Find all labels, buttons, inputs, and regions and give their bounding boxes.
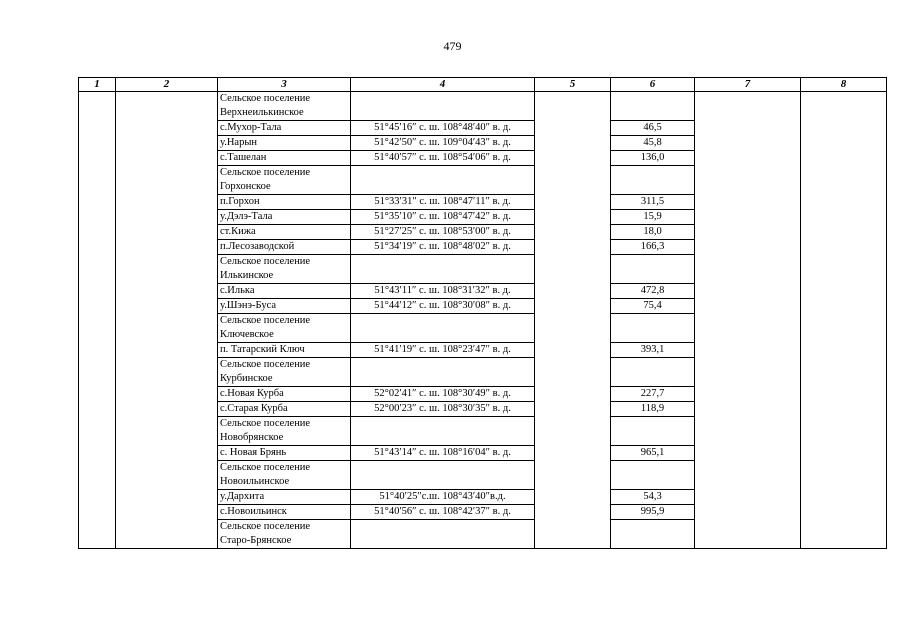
settlement-group-name: Сельское поселение — [218, 461, 351, 476]
coordinates-cell: 51°43′14″ с. ш. 108°16′04″ в. д. — [351, 446, 535, 461]
settlement-group-name: Сельское поселение — [218, 417, 351, 432]
settlement-group-name: Илькинское — [218, 269, 351, 284]
empty-cell — [351, 92, 535, 121]
value-cell: 54,3 — [611, 490, 695, 505]
settlement-group-name: Новобрянское — [218, 431, 351, 446]
settlement-name-cell: с.Мухор-Тала — [218, 121, 351, 136]
empty-cell — [611, 166, 695, 195]
column-header: 5 — [535, 78, 611, 92]
value-cell: 18,0 — [611, 225, 695, 240]
value-cell: 965,1 — [611, 446, 695, 461]
settlement-name-cell: п.Горхон — [218, 195, 351, 210]
coordinates-cell: 52°00′23″ с. ш. 108°30′35″ в. д. — [351, 402, 535, 417]
coordinates-cell: 51°34′19″ с. ш. 108°48′02″ в. д. — [351, 240, 535, 255]
coordinates-cell: 51°45′16″ с. ш. 108°48′40″ в. д. — [351, 121, 535, 136]
empty-cell — [611, 255, 695, 284]
empty-cell — [351, 255, 535, 284]
column-header-row — [79, 78, 887, 92]
empty-cell — [79, 92, 116, 549]
value-cell: 75,4 — [611, 299, 695, 314]
empty-cell — [801, 92, 887, 549]
value-cell: 472,8 — [611, 284, 695, 299]
value-cell: 118,9 — [611, 402, 695, 417]
value-cell: 166,3 — [611, 240, 695, 255]
settlement-group-name: Сельское поселение — [218, 358, 351, 373]
coordinates-cell: 51°44′12″ с. ш. 108°30′08″ в. д. — [351, 299, 535, 314]
coordinates-cell: 51°27′25″ с. ш. 108°53′00″ в. д. — [351, 225, 535, 240]
empty-cell — [611, 520, 695, 549]
column-header: 4 — [351, 78, 535, 92]
value-cell: 136,0 — [611, 151, 695, 166]
column-header: 2 — [116, 78, 218, 92]
coordinates-cell: 51°40′57″ с. ш. 108°54′06″ в. д. — [351, 151, 535, 166]
coordinates-cell: 52°02′41″ с. ш. 108°30′49″ в. д. — [351, 387, 535, 402]
settlement-group-name: Сельское поселение — [218, 166, 351, 181]
column-header: 6 — [611, 78, 695, 92]
settlement-name-cell: у.Нарын — [218, 136, 351, 151]
table-body — [79, 92, 887, 549]
settlement-group-name: Сельское поселение — [218, 255, 351, 270]
coordinates-cell: 51°35′10″ с. ш. 108°47′42″ в. д. — [351, 210, 535, 225]
settlement-group-name: Старо-Брянское — [218, 534, 351, 549]
settlement-name-cell: с.Илька — [218, 284, 351, 299]
empty-cell — [351, 520, 535, 549]
empty-cell — [695, 92, 801, 549]
settlement-name-cell: п.Лесозаводской — [218, 240, 351, 255]
coordinates-cell: 51°41′19″ с. ш. 108°23′47″ в. д. — [351, 343, 535, 358]
settlement-name-cell: с. Новая Брянь — [218, 446, 351, 461]
empty-cell — [116, 92, 218, 549]
settlement-name-cell: с.Ташелан — [218, 151, 351, 166]
settlement-name-cell: с.Новоильинск — [218, 505, 351, 520]
settlement-group-name: Сельское поселение — [218, 92, 351, 107]
settlement-name-cell: у.Шэнэ-Буса — [218, 299, 351, 314]
empty-cell — [351, 358, 535, 387]
column-header: 3 — [218, 78, 351, 92]
page-number: 479 — [443, 39, 462, 53]
empty-cell — [351, 314, 535, 343]
settlement-name-cell: с.Старая Курба — [218, 402, 351, 417]
settlement-name-cell: у.Дархита — [218, 490, 351, 505]
coordinates-cell: 51°42′50″ с. ш. 109°04′43″ в. д. — [351, 136, 535, 151]
value-cell: 45,8 — [611, 136, 695, 151]
table-row — [79, 92, 887, 107]
value-cell: 46,5 — [611, 121, 695, 136]
empty-cell — [535, 92, 611, 549]
coordinates-cell: 51°40′56″ с. ш. 108°42′37″ в. д. — [351, 505, 535, 520]
settlement-group-name: Горхонское — [218, 180, 351, 195]
column-header: 7 — [695, 78, 801, 92]
settlement-group-name: Курбинское — [218, 372, 351, 387]
settlement-name-cell: у.Дэлэ-Тала — [218, 210, 351, 225]
value-cell: 995,9 — [611, 505, 695, 520]
column-header: 8 — [801, 78, 887, 92]
settlement-group-name: Новоильинское — [218, 475, 351, 490]
empty-cell — [611, 92, 695, 121]
empty-cell — [351, 461, 535, 490]
column-header: 1 — [79, 78, 116, 92]
empty-cell — [611, 358, 695, 387]
coordinates-cell: 51°40′25″с.ш. 108°43′40″в.д. — [351, 490, 535, 505]
settlement-name-cell: ст.Кижа — [218, 225, 351, 240]
empty-cell — [351, 166, 535, 195]
settlement-group-name: Сельское поселение — [218, 314, 351, 329]
settlement-group-name: Ключевское — [218, 328, 351, 343]
coordinates-cell: 51°43′11″ с. ш. 108°31′32″ в. д. — [351, 284, 535, 299]
settlement-group-name: Сельское поселение — [218, 520, 351, 535]
settlement-group-name: Верхнеилькинское — [218, 106, 351, 121]
empty-cell — [611, 461, 695, 490]
value-cell: 311,5 — [611, 195, 695, 210]
settlement-name-cell: с.Новая Курба — [218, 387, 351, 402]
settlements-table — [78, 77, 887, 549]
empty-cell — [351, 417, 535, 446]
coordinates-cell: 51°33′31″ с. ш. 108°47′11″ в. д. — [351, 195, 535, 210]
empty-cell — [611, 417, 695, 446]
value-cell: 15,9 — [611, 210, 695, 225]
empty-cell — [611, 314, 695, 343]
value-cell: 227,7 — [611, 387, 695, 402]
value-cell: 393,1 — [611, 343, 695, 358]
settlement-name-cell: п. Татарский Ключ — [218, 343, 351, 358]
